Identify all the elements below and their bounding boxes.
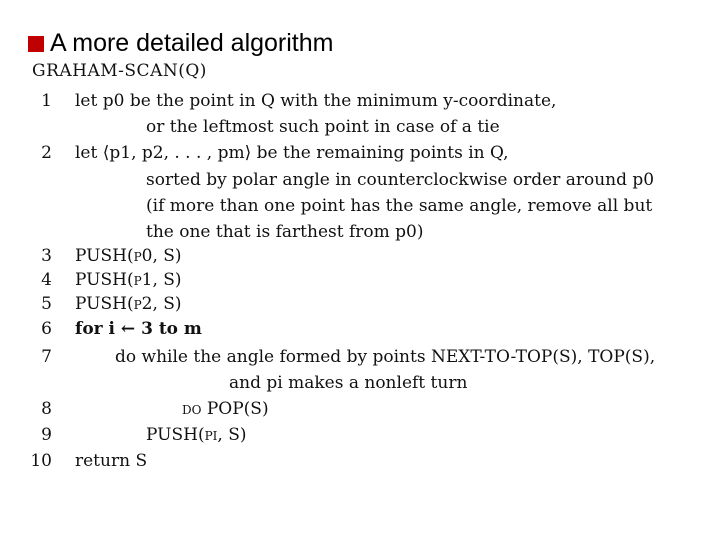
line-number: 8 (41, 399, 52, 419)
line-text: the one that is farthest from p0) (146, 222, 424, 242)
line-text: let ⟨p1, p2, . . . , pm⟩ be the remaining points in Q, (75, 143, 509, 163)
line-number: 7 (41, 347, 52, 367)
algorithm-header: GRAHAM-SCAN(Q) (32, 61, 207, 81)
line-text: return S (75, 451, 148, 471)
line-number: 3 (41, 246, 52, 266)
line-text: do while the angle formed by points NEXT-TO-TOP(S), TOP(S), (115, 347, 656, 367)
line-text: PUSH(p1, S) (75, 270, 182, 290)
line-text: sorted by polar angle in counterclockwise order around p0 (146, 170, 655, 190)
line-number: 1 (41, 91, 52, 111)
line-number: 5 (41, 294, 52, 314)
line-text: for i ← 3 to m (75, 319, 202, 339)
line-number: 9 (41, 425, 52, 445)
line-text: and pi makes a nonleft turn (229, 373, 468, 393)
line-text: PUSH(pi, S) (146, 425, 247, 445)
line-number: 4 (41, 270, 52, 290)
line-text: PUSH(p0, S) (75, 246, 182, 266)
line-number: 6 (41, 319, 52, 339)
line-number: 2 (41, 143, 52, 163)
line-number: 10 (30, 451, 52, 471)
line-text: or the leftmost such point in case of a tie (146, 117, 500, 137)
slide-title-text: A more detailed algorithm (50, 29, 334, 57)
line-text: (if more than one point has the same angle, remove all but (146, 196, 653, 216)
line-text: let p0 be the point in Q with the minimum y-coordinate, (75, 91, 557, 111)
line-text: do POP(S) (182, 399, 269, 419)
line-text: PUSH(p2, S) (75, 294, 182, 314)
